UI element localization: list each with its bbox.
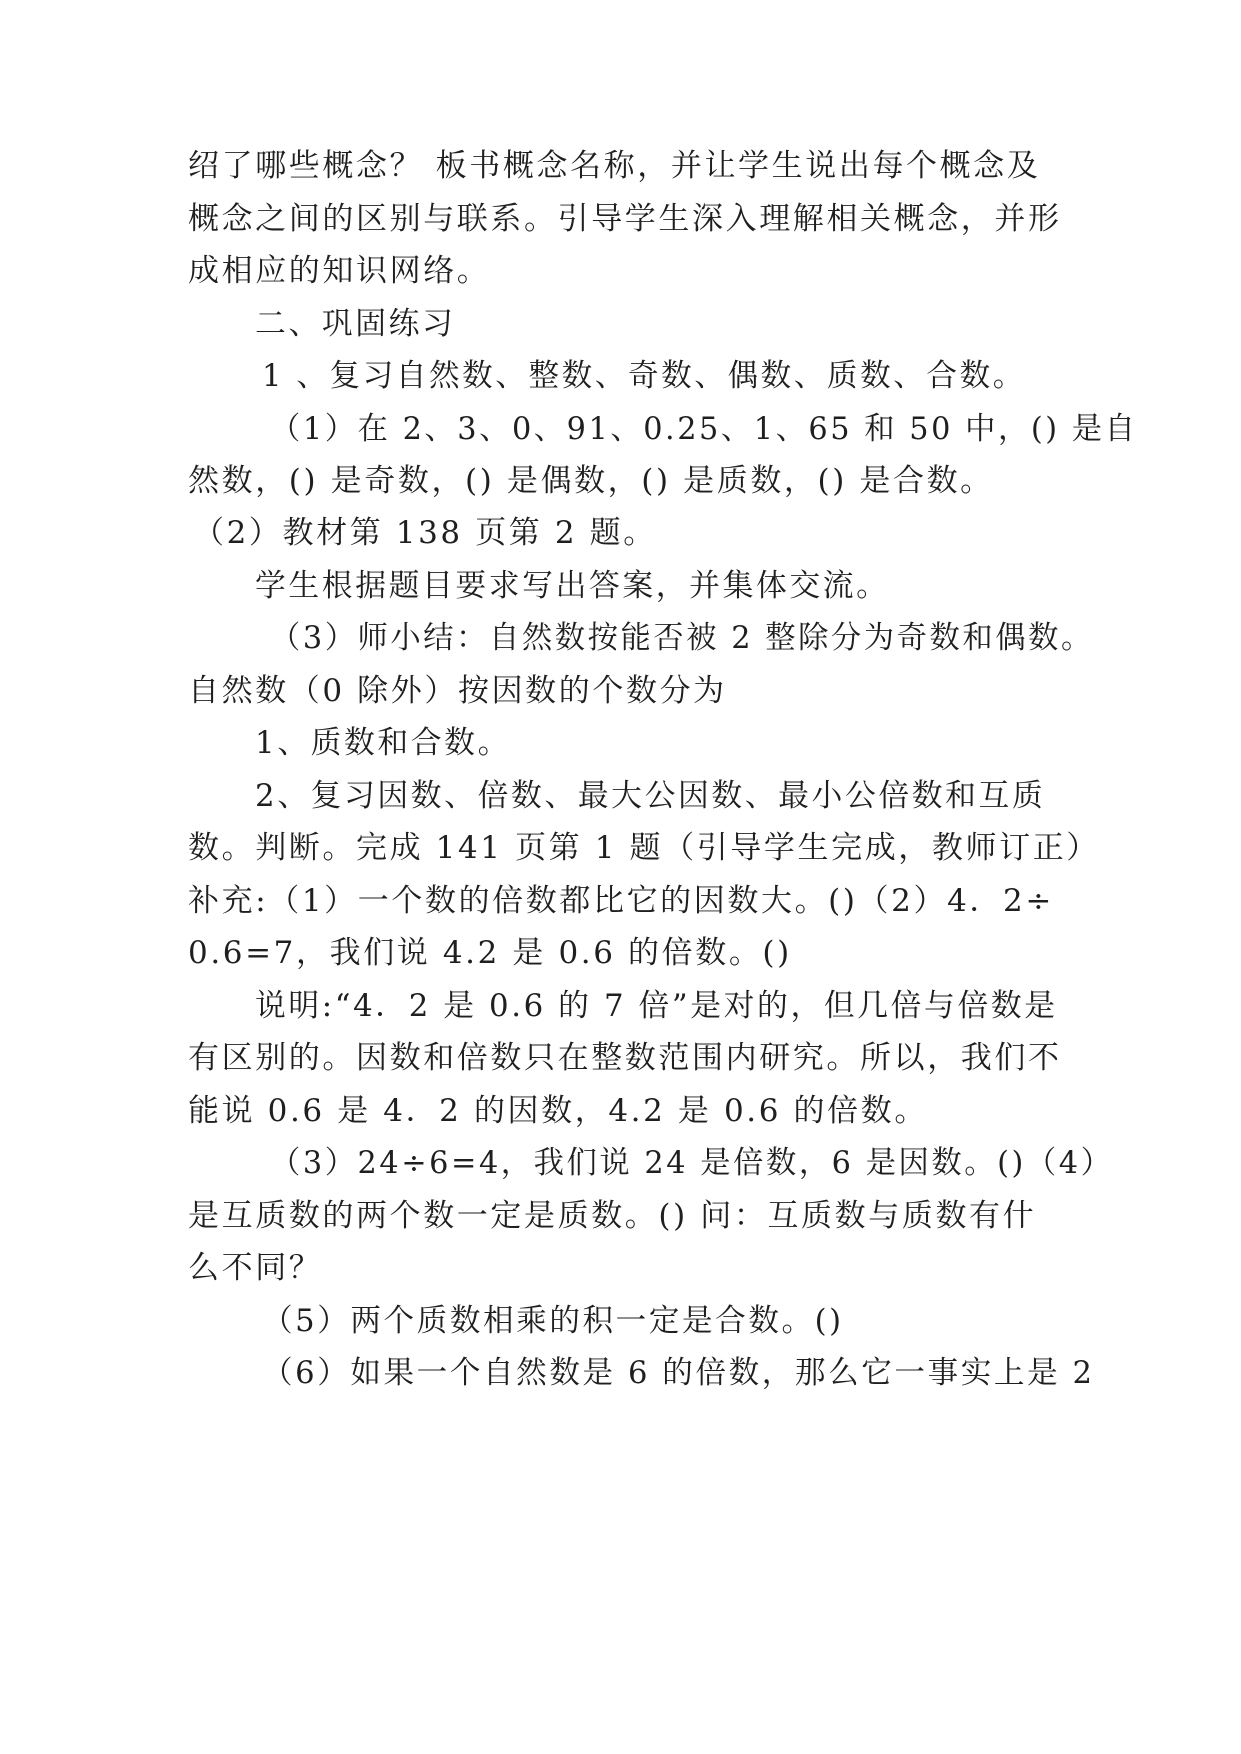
- text-line: 0.6=7，我们说 4.2 是 0.6 的倍数。(): [188, 935, 792, 971]
- text-line: 么不同？: [188, 1250, 323, 1286]
- text-line: （3）24÷6=4，我们说 24 是倍数，6 是因数。()（4）: [270, 1145, 1114, 1181]
- text-line: 能说 0.6 是 4．2 的因数，4.2 是 0.6 的倍数。: [188, 1093, 928, 1129]
- text-line: 绍了哪些概念？ 板书概念名称，并让学生说出每个概念及: [188, 148, 1041, 184]
- text-line: （5）两个质数相乘的积一定是合数。(): [262, 1303, 844, 1339]
- text-line: （1）在 2、3、0、91、0.25、1、65 和 50 中，() 是自: [270, 411, 1138, 447]
- text-line: 有区别的。因数和倍数只在整数范围内研究。所以，我们不: [188, 1040, 1062, 1076]
- text-line: 然数，() 是奇数，() 是偶数，() 是质数，() 是合数。: [188, 463, 994, 499]
- text-line: 数。判断。完成 141 页第 1 题（引导学生完成，教师订正）: [188, 830, 1100, 866]
- text-line: 1、质数和合数。: [255, 725, 511, 761]
- text-line: （3）师小结：自然数按能否被 2 整除分为奇数和偶数。: [270, 620, 1094, 656]
- text-line: 成相应的知识网络。: [188, 253, 491, 289]
- section-heading: 二、巩固练习: [255, 306, 456, 342]
- text-line: 是互质数的两个数一定是质数。() 问：互质数与质数有什: [188, 1198, 1037, 1234]
- text-line: 概念之间的区别与联系。引导学生深入理解相关概念，并形: [188, 201, 1062, 237]
- text-line: （2）教材第 138 页第 2 题。: [193, 515, 657, 551]
- text-line: 2、复习因数、倍数、最大公因数、最小公倍数和互质: [255, 778, 1046, 814]
- text-line: （6）如果一个自然数是 6 的倍数，那么它一事实上是 2: [262, 1355, 1095, 1391]
- text-line: 学生根据题目要求写出答案，并集体交流。: [255, 568, 890, 604]
- text-line: 补充:（1）一个数的倍数都比它的因数大。()（2）4．2÷: [188, 883, 1054, 919]
- text-line: 说明:“4．2 是 0.6 的 7 倍”是对的，但几倍与倍数是: [255, 988, 1058, 1024]
- text-line: 1 、复习自然数、整数、奇数、偶数、质数、合数。: [262, 358, 1026, 394]
- text-line: 自然数（0 除外）按因数的个数分为: [188, 673, 727, 709]
